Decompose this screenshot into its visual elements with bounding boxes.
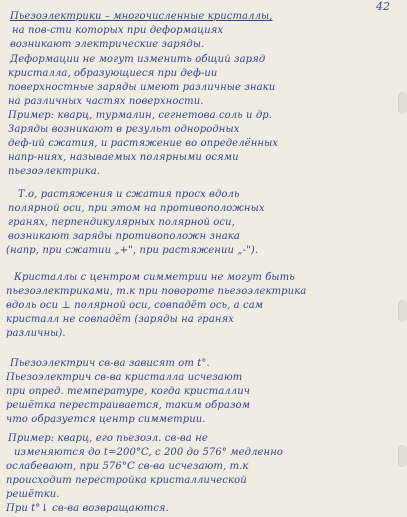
note-line: ослабевают, при 576°C св-ва исчезают, т.к xyxy=(6,461,249,472)
page-number: 42 xyxy=(376,0,390,13)
note-line: Пример: кварц, его пьезоэл. св-ва не xyxy=(8,433,208,444)
note-line: полярной оси, при этом на противоположных xyxy=(8,203,265,214)
punch-hole xyxy=(398,300,407,322)
note-line: пьезоэлектрика. xyxy=(8,166,101,177)
note-line: кристалл не совпадёт (заряды на гранях xyxy=(6,314,235,325)
note-line: гранях, перпендикулярных полярной оси, xyxy=(8,217,235,228)
note-line: Пьезоэлектрич св-ва кристалла исчезают xyxy=(6,372,243,383)
note-line: (напр, при сжатии „+", при растяжении „-"). xyxy=(6,245,259,256)
note-line: Заряды возникают в результ однородных xyxy=(8,124,240,135)
note-line: При t°↓ св-ва возвращаются. xyxy=(6,503,169,514)
note-line: на пов-сти которых при деформациях xyxy=(12,25,224,36)
note-line: решётки. xyxy=(6,489,60,500)
note-line: возникают заряды противоположн знака xyxy=(8,231,240,242)
punch-hole xyxy=(398,92,407,114)
note-line: происходит перестройка кристаллической xyxy=(6,475,247,486)
note-line: при опред. температуре, когда кристаллич xyxy=(6,386,251,397)
note-line: кристалла, образующиеся при деф-ии xyxy=(8,68,218,79)
note-line: решётка перестраивается, таким образом xyxy=(6,400,251,411)
note-line: вдоль оси ⊥ полярной оси, совпадёт ось, а сам xyxy=(6,300,264,311)
note-line: изменяются до t=200°C, с 200 до 576° медленно xyxy=(14,447,284,458)
note-line: поверхностные заряды имеют различные знаки xyxy=(8,82,276,93)
note-line: различны). xyxy=(6,328,66,339)
note-line: Пьезоэлектрич св-ва зависят от t°. xyxy=(10,358,210,369)
note-line: пьезоэлектриками, т.к при повороте пьезоэлектрика xyxy=(6,286,307,297)
note-line: что образуется центр симметрии. xyxy=(6,414,206,425)
note-line: деф-ий сжатия, и растяжение во определённых xyxy=(8,138,279,149)
note-line: Кристаллы с центром симметрии не могут быть xyxy=(14,272,295,283)
note-line: на различных частях поверхности. xyxy=(8,96,204,107)
note-line: напр-ниях, называемых полярными осями xyxy=(8,152,239,163)
note-line: Деформации не могут изменить общий заряд xyxy=(10,54,266,65)
note-line: возникают электрические заряды. xyxy=(10,39,205,50)
note-line: Т.о, растяжения и сжатия просх вдоль xyxy=(18,189,240,200)
note-line: Пример: кварц, турмалин, сегнетова соль и др. xyxy=(8,110,273,121)
note-line-title: Пьезоэлектрики – многочисленные кристаллы, xyxy=(10,11,273,22)
punch-hole xyxy=(398,445,407,467)
